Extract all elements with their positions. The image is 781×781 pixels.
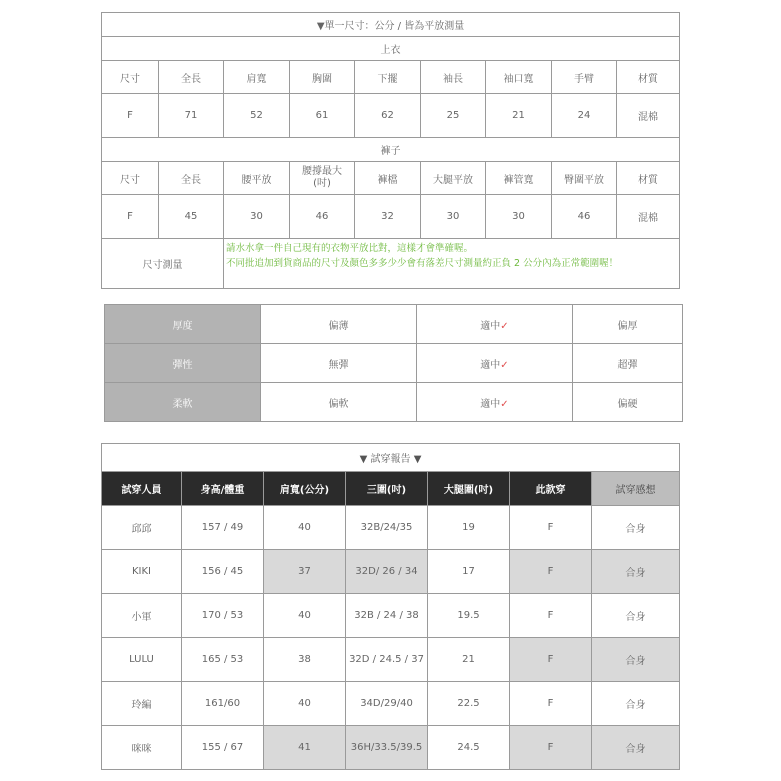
- fitting-cell: 32B / 24 / 38: [346, 594, 428, 638]
- attribute-option: [573, 383, 683, 422]
- fitting-row: [102, 638, 680, 682]
- value-cell: 62: [355, 94, 421, 138]
- measurement-note-label: 尺寸測量: [102, 239, 224, 289]
- attribute-row: [105, 344, 683, 383]
- option-label: 偏薄: [328, 320, 349, 332]
- check-icon: ✓: [500, 320, 509, 332]
- header-cell: 胸圍: [290, 61, 355, 94]
- fitting-cell: 17: [428, 550, 510, 594]
- check-icon: ✓: [500, 398, 509, 410]
- note-line: 不同批追加到貨商品的尺寸及顏色多多少少會有落差尺寸測量約正負 2 公分內為正常範圍喔！: [226, 258, 619, 269]
- fitting-cell: 41: [264, 726, 346, 770]
- header-cell: 下擺: [355, 61, 421, 94]
- fabric-attributes-table: [104, 304, 683, 422]
- fitting-cell: 合身: [592, 638, 680, 682]
- attribute-option: [417, 344, 573, 383]
- fitting-cell: 32D/ 26 / 34: [346, 550, 428, 594]
- value-cell: 61: [290, 94, 355, 138]
- header-cell: 大腿平放: [421, 162, 486, 195]
- value-cell: 混棉: [617, 94, 680, 138]
- header-cell: 褲管寬: [486, 162, 552, 195]
- value-cell: 46: [290, 195, 355, 239]
- value-cell: 46: [552, 195, 617, 239]
- fitting-row: [102, 726, 680, 770]
- fitting-cell: 合身: [592, 726, 680, 770]
- option-label: 適中: [480, 320, 501, 332]
- fitting-cell: 155 / 67: [182, 726, 264, 770]
- attribute-option: [573, 344, 683, 383]
- option-label: 適中: [480, 398, 501, 410]
- header-cell: 腰平放: [224, 162, 290, 195]
- fitting-cell: 157 / 49: [182, 506, 264, 550]
- pants-value-row: [102, 195, 680, 239]
- section-pants: 褲子: [102, 138, 680, 162]
- value-cell: 24: [552, 94, 617, 138]
- section-top: 上衣: [102, 37, 680, 61]
- attribute-label: 柔軟: [105, 383, 261, 422]
- header-cell: 試穿人員: [102, 472, 182, 506]
- attribute-row: [105, 305, 683, 344]
- option-label: 無彈: [328, 359, 349, 371]
- fitting-cell: 34D/29/40: [346, 682, 428, 726]
- fitting-cell: 咪咪: [102, 726, 182, 770]
- option-label: 偏厚: [617, 320, 638, 332]
- fitting-cell: F: [510, 682, 592, 726]
- value-cell: 30: [224, 195, 290, 239]
- option-label: 超彈: [617, 359, 638, 371]
- fitting-report-table: [101, 443, 680, 770]
- attribute-option: [261, 344, 417, 383]
- value-cell: 32: [355, 195, 421, 239]
- attribute-option: [417, 383, 573, 422]
- value-cell: 71: [159, 94, 224, 138]
- fitting-row: [102, 506, 680, 550]
- value-cell: F: [102, 195, 159, 239]
- fitting-cell: 40: [264, 506, 346, 550]
- header-cell: 試穿感想: [592, 472, 680, 506]
- header-cell: 此款穿: [510, 472, 592, 506]
- value-cell: 混棉: [617, 195, 680, 239]
- option-label: 適中: [480, 359, 501, 371]
- option-label: 偏軟: [328, 398, 349, 410]
- top-value-row: [102, 94, 680, 138]
- fitting-cell: 36H/33.5/39.5: [346, 726, 428, 770]
- value-cell: 25: [421, 94, 486, 138]
- attribute-option: [261, 383, 417, 422]
- attribute-option: [261, 305, 417, 344]
- fitting-report-title: ▼ 試穿報告 ▼: [102, 444, 680, 472]
- pants-header-row: [102, 162, 680, 195]
- header-cell: 褲檔: [355, 162, 421, 195]
- fitting-cell: 170 / 53: [182, 594, 264, 638]
- fitting-row: [102, 682, 680, 726]
- attribute-option: [573, 305, 683, 344]
- measurement-note: [224, 239, 680, 289]
- fitting-cell: 22.5: [428, 682, 510, 726]
- header-cell: 手臂: [552, 61, 617, 94]
- fitting-header-row: [102, 472, 680, 506]
- fitting-cell: 38: [264, 638, 346, 682]
- fitting-row: [102, 594, 680, 638]
- header-cell: 腰撐最大 (吋): [290, 162, 355, 195]
- fitting-cell: 玲編: [102, 682, 182, 726]
- fitting-cell: 156 / 45: [182, 550, 264, 594]
- value-cell: 30: [486, 195, 552, 239]
- note-line: 請水水拿一件自己現有的衣物平放比對，這樣才會準確喔。: [226, 243, 474, 254]
- header-cell: 袖口寬: [486, 61, 552, 94]
- fitting-cell: 21: [428, 638, 510, 682]
- fitting-cell: 37: [264, 550, 346, 594]
- fitting-cell: 32B/24/35: [346, 506, 428, 550]
- header-cell: 袖長: [421, 61, 486, 94]
- fitting-cell: LULU: [102, 638, 182, 682]
- fitting-cell: F: [510, 594, 592, 638]
- value-cell: 52: [224, 94, 290, 138]
- fitting-cell: 165 / 53: [182, 638, 264, 682]
- header-cell: 材質: [617, 162, 680, 195]
- fitting-cell: 合身: [592, 594, 680, 638]
- check-icon: ✓: [500, 359, 509, 371]
- attribute-option: [417, 305, 573, 344]
- header-cell: 臀圍平放: [552, 162, 617, 195]
- fitting-cell: 19.5: [428, 594, 510, 638]
- fitting-cell: 合身: [592, 682, 680, 726]
- fitting-cell: 小軍: [102, 594, 182, 638]
- fitting-cell: 邱邱: [102, 506, 182, 550]
- fitting-cell: F: [510, 550, 592, 594]
- value-cell: 21: [486, 94, 552, 138]
- value-cell: F: [102, 94, 159, 138]
- fitting-cell: 24.5: [428, 726, 510, 770]
- attribute-row: [105, 383, 683, 422]
- header-cell: 大腿圍(吋): [428, 472, 510, 506]
- header-cell: 材質: [617, 61, 680, 94]
- fitting-cell: 161/60: [182, 682, 264, 726]
- header-cell: 身高/體重: [182, 472, 264, 506]
- attribute-label: 厚度: [105, 305, 261, 344]
- fitting-row: [102, 550, 680, 594]
- fitting-cell: 合身: [592, 550, 680, 594]
- fitting-cell: 40: [264, 682, 346, 726]
- header-cell: 全長: [159, 61, 224, 94]
- fitting-cell: 32D / 24.5 / 37: [346, 638, 428, 682]
- value-cell: 45: [159, 195, 224, 239]
- fitting-cell: 合身: [592, 506, 680, 550]
- header-cell: 三圍(吋): [346, 472, 428, 506]
- fitting-cell: F: [510, 506, 592, 550]
- header-cell: 肩寬(公分): [264, 472, 346, 506]
- fitting-cell: 19: [428, 506, 510, 550]
- size-table: [101, 12, 680, 289]
- header-cell: 肩寬: [224, 61, 290, 94]
- fitting-cell: KIKI: [102, 550, 182, 594]
- fitting-cell: F: [510, 638, 592, 682]
- header-cell: 尺寸: [102, 162, 159, 195]
- fitting-cell: F: [510, 726, 592, 770]
- option-label: 偏硬: [617, 398, 638, 410]
- fitting-cell: 40: [264, 594, 346, 638]
- value-cell: 30: [421, 195, 486, 239]
- header-cell: 全長: [159, 162, 224, 195]
- size-table-title: ▼單一尺寸：公分 / 皆為平放測量: [102, 13, 680, 37]
- header-cell: 尺寸: [102, 61, 159, 94]
- attribute-label: 彈性: [105, 344, 261, 383]
- top-header-row: [102, 61, 680, 94]
